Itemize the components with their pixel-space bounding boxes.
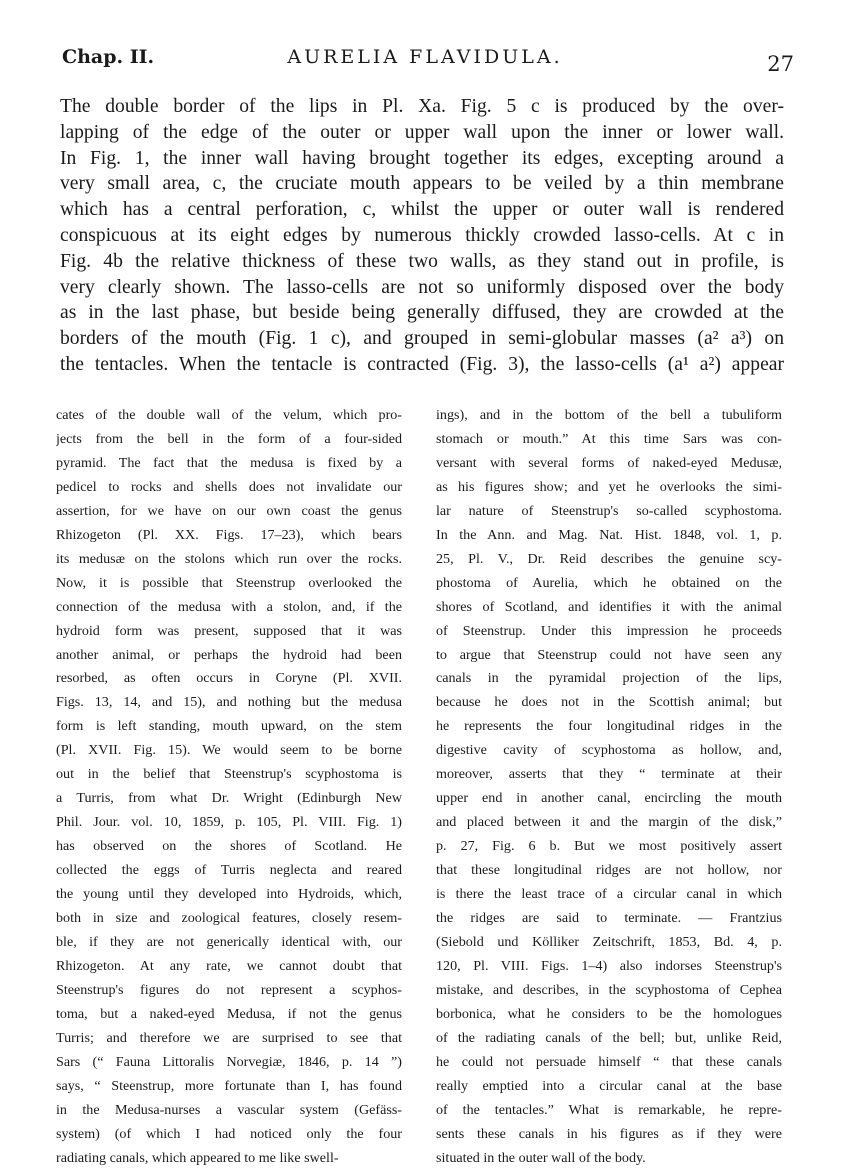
right-column-line: to argue that Steenstrup could not have seen any [436,646,782,663]
right-column-line: upper end in another canal, encircling the mouth [436,790,782,807]
right-column-line: he represents the four longitudinal ridges in the [436,718,782,735]
right-column-line: mistake, and describes, in the scyphostoma of Cephea [436,981,782,998]
lead-line: borders of the mouth (Fig. 1 c), and grouped in semi-globular masses (a² a³) on [60,328,784,350]
left-column-line: Sars (“ Fauna Littoralis Norvegiæ, 1846, p. 14 ”) [56,1053,402,1070]
lead-line: The double border of the lips in Pl. Xa. Fig. 5 c is produced by the over- [60,96,784,117]
left-column-line: the young until they developed into Hydroids, which, [56,886,402,903]
left-column-line: ble, if they are not generically identical with, our [56,933,402,950]
left-column-line: assertion, for we have on our own coast the genus [56,502,402,519]
left-column-line: another animal, or perhaps the hydroid had been [56,646,402,663]
right-column-line: moreover, asserts that they “ terminate at their [436,766,782,783]
right-column-line: (Siebold und Kölliker Zeitschrift, 1853, Bd. 4, p. [436,933,782,950]
left-column-line: toma, but a naked-eyed Medusa, if not the genus [56,1005,402,1022]
right-column-line: of Steenstrup. Under this impression he proceeds [436,622,782,639]
left-column-line: Turris; and therefore we are surprised to see that [56,1029,402,1046]
right-column-line: p. 27, Fig. 6 b. But we most positively assert [436,838,782,855]
left-column-line: both in size and zoological features, closely resem- [56,910,402,927]
left-column-line: system) (of which I had noticed only the four [56,1125,402,1142]
right-column-line: as his figures show; and yet he overlooks the simi- [436,478,782,495]
left-column-line: a Turris, from what Dr. Wright (Edinburgh New [56,790,402,807]
right-column-line: of the radiating canals of the bell; but, unlike Reid, [436,1029,782,1046]
left-column-line: has observed on the shores of Scotland. He [56,838,402,855]
right-column-line: situated in the outer wall of the body. [436,1149,646,1166]
left-column-line: Phil. Jour. vol. 10, 1859, p. 105, Pl. VIII. Fig. 1) [56,814,402,831]
left-column-line: jects from the bell in the form of a four-sided [56,430,402,447]
left-column [56,404,402,1171]
left-column-line: pedicel to rocks and shells does not invalidate our [56,478,402,495]
left-column-line: pyramid. The fact that the medusa is fixed by a [56,454,402,471]
left-column-line: form is left standing, mouth upward, on the stem [56,718,402,735]
left-column-line: connection of the medusa with a stolon, and, if the [56,598,402,615]
running-header [0,0,850,80]
page-number: 27 [767,52,794,76]
left-column-line: out in the belief that Steenstrup's scyphostoma is [56,766,402,783]
left-column-line: its medusæ on the stolons which run over the rocks. [56,550,402,567]
left-column-line: (Pl. XVII. Fig. 15). We would seem to be borne [56,742,402,759]
left-column-line: resorbed, as often occurs in Coryne (Pl. XVII. [56,670,402,687]
right-column-line: 120, Pl. VIII. Figs. 1–4) also indorses Steenstrup's [436,957,782,974]
lead-line: Fig. 4b the relative thickness of these two walls, as they stand out in profile, is [60,250,784,272]
left-column-line: collected the eggs of Turris neglecta and reared [56,862,402,879]
right-column-line: and placed between it and the margin of the disk,” [436,814,782,831]
left-column-line: cates of the double wall of the velum, which pro- [56,407,402,423]
right-column-line: versant with several forms of naked-eyed Medusæ, [436,454,782,471]
right-column-line: is there the least trace of a circular canal in which [436,886,782,903]
lead-line: conspicuous at its eight edges by numerous thickly crowded lasso-cells. At c in [60,224,784,246]
left-column-line: says, “ Steenstrup, more fortunate than I, has found [56,1077,402,1094]
right-column-line: really emptied into a circular canal at the base [436,1077,782,1094]
left-column-line: Rhizogeton. At any rate, we cannot doubt that [56,957,402,974]
left-column-line: Figs. 13, 14, and 15), and nothing but the medusa [56,694,402,711]
lead-line: as in the last phase, but beside being generally diffused, they are crowded at the [60,302,784,324]
right-column-line: sents these canals in his figures as if they were [436,1125,782,1142]
right-column-line: that these longitudinal ridges are not hollow, nor [436,862,782,879]
right-column-line: shores of Scotland, and identifies it with the animal [436,598,782,615]
lead-line: In Fig. 1, the inner wall having brought together its edges, excepting around a [60,147,784,169]
right-column-line: ings), and in the bottom of the bell a tubuliform [436,407,782,423]
left-column-line: in the Medusa-nurses a vascular system (Gefäss- [56,1101,402,1118]
left-column-line: hydroid form was present, supposed that it was [56,622,402,639]
right-column-line: stomach or mouth.” At this time Sars was con- [436,430,782,447]
right-column-line: digestive cavity of scyphostoma as hollow, and, [436,742,782,759]
left-column-line: radiating canals, which appeared to me like swell- [56,1149,339,1166]
lead-line: the tentacles. When the tentacle is contracted (Fig. 3), the lasso-cells (a¹ a²) appear [60,353,784,375]
lead-line: lapping of the edge of the outer or upper wall upon the inner or lower wall. [60,121,784,143]
lead-paragraph [60,94,784,378]
lead-line: very clearly shown. The lasso-cells are not so uniformly disposed over the body [60,276,784,298]
left-column-line: Steenstrup's figures do not represent a scyphos- [56,981,402,998]
right-column-line: phostoma of Aurelia, which he obtained on the [436,574,782,591]
left-column-line: Rhizogeton (Pl. XX. Figs. 17–23), which bears [56,526,402,543]
right-column-line: canals in the pyramidal projection of the lips, [436,670,782,687]
running-title: AURELIA FLAVIDULA. [287,46,563,68]
right-column-line: he could not persuade himself “ that these canals [436,1053,782,1070]
right-column-line: 25, Pl. V., Dr. Reid describes the genuine scy- [436,550,782,567]
lead-line: very small area, c, the cruciate mouth appears to be veiled by a thin membrane [60,173,784,195]
right-column-line: the ridges are said to terminate. — Frantzius [436,910,782,927]
right-column-line: borbonica, what he considers to be the homologues [436,1005,782,1022]
right-column-line: In the Ann. and Mag. Nat. Hist. 1848, vol. 1, p. [436,526,782,543]
right-column [436,404,782,1171]
right-column-line: of the tentacles.” What is remarkable, he repre- [436,1101,782,1118]
left-column-line: Now, it is possible that Steenstrup overlooked the [56,574,402,591]
chapter-label: Chap. II. [62,46,155,68]
right-column-line: lar nature of Steenstrup's so-called scyphostoma. [436,502,782,519]
right-column-line: because he does not in the Scottish animal; but [436,694,782,711]
lead-line: which has a central perforation, c, whilst the upper or outer wall is rendered [60,199,784,221]
